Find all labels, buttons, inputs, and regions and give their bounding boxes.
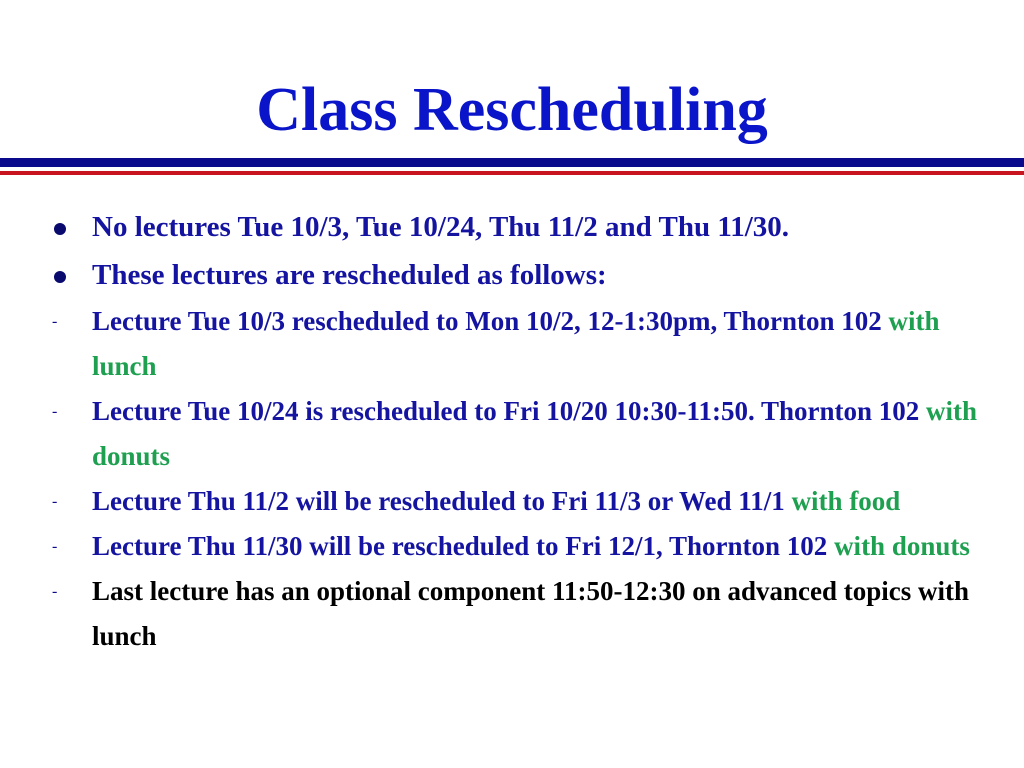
list-item [0,569,1024,659]
bullet-list [0,203,1024,659]
list-item [0,479,1024,524]
dash-marker: - [52,493,58,510]
dash-marker: - [52,538,58,555]
list-item [0,251,1024,299]
bullet-dot-icon [54,271,66,283]
list-item-highlight: with donuts [834,531,970,561]
list-item-text: Lecture Tue 10/3 rescheduled to Mon 10/2, 12-1:30pm, Thornton 102 [92,306,889,336]
title-divider-red [0,171,1024,175]
list-item [0,524,1024,569]
list-item-highlight: with donuts [92,396,978,471]
slide-title: Class Rescheduling [256,76,768,144]
list-item-text: Lecture Thu 11/30 will be rescheduled to Fri 12/1, Thornton 102 [92,531,835,561]
dash-marker: - [52,313,58,330]
dash-marker: - [52,583,58,600]
list-item [0,203,1024,251]
dash-marker: - [52,403,58,420]
list-item-highlight: with food [791,486,901,516]
list-item-text: These lectures are rescheduled as follows: [92,259,607,291]
list-item-text: Lecture Thu 11/2 will be rescheduled to Fri 11/3 or Wed 11/1 [92,486,792,516]
title-divider-blue [0,158,1024,167]
list-item-text: Last lecture has an optional component 11:50-12:30 on advanced topics with lunch [92,576,970,651]
list-item [0,389,1024,479]
bullet-dot-icon [54,223,66,235]
list-item [0,299,1024,389]
list-item-text: Lecture Tue 10/24 is rescheduled to Fri 10/20 10:30-11:50. Thornton 102 [92,396,927,426]
list-item-text: No lectures Tue 10/3, Tue 10/24, Thu 11/2 and Thu 11/30. [92,211,790,243]
list-item-highlight: with lunch [92,306,940,381]
